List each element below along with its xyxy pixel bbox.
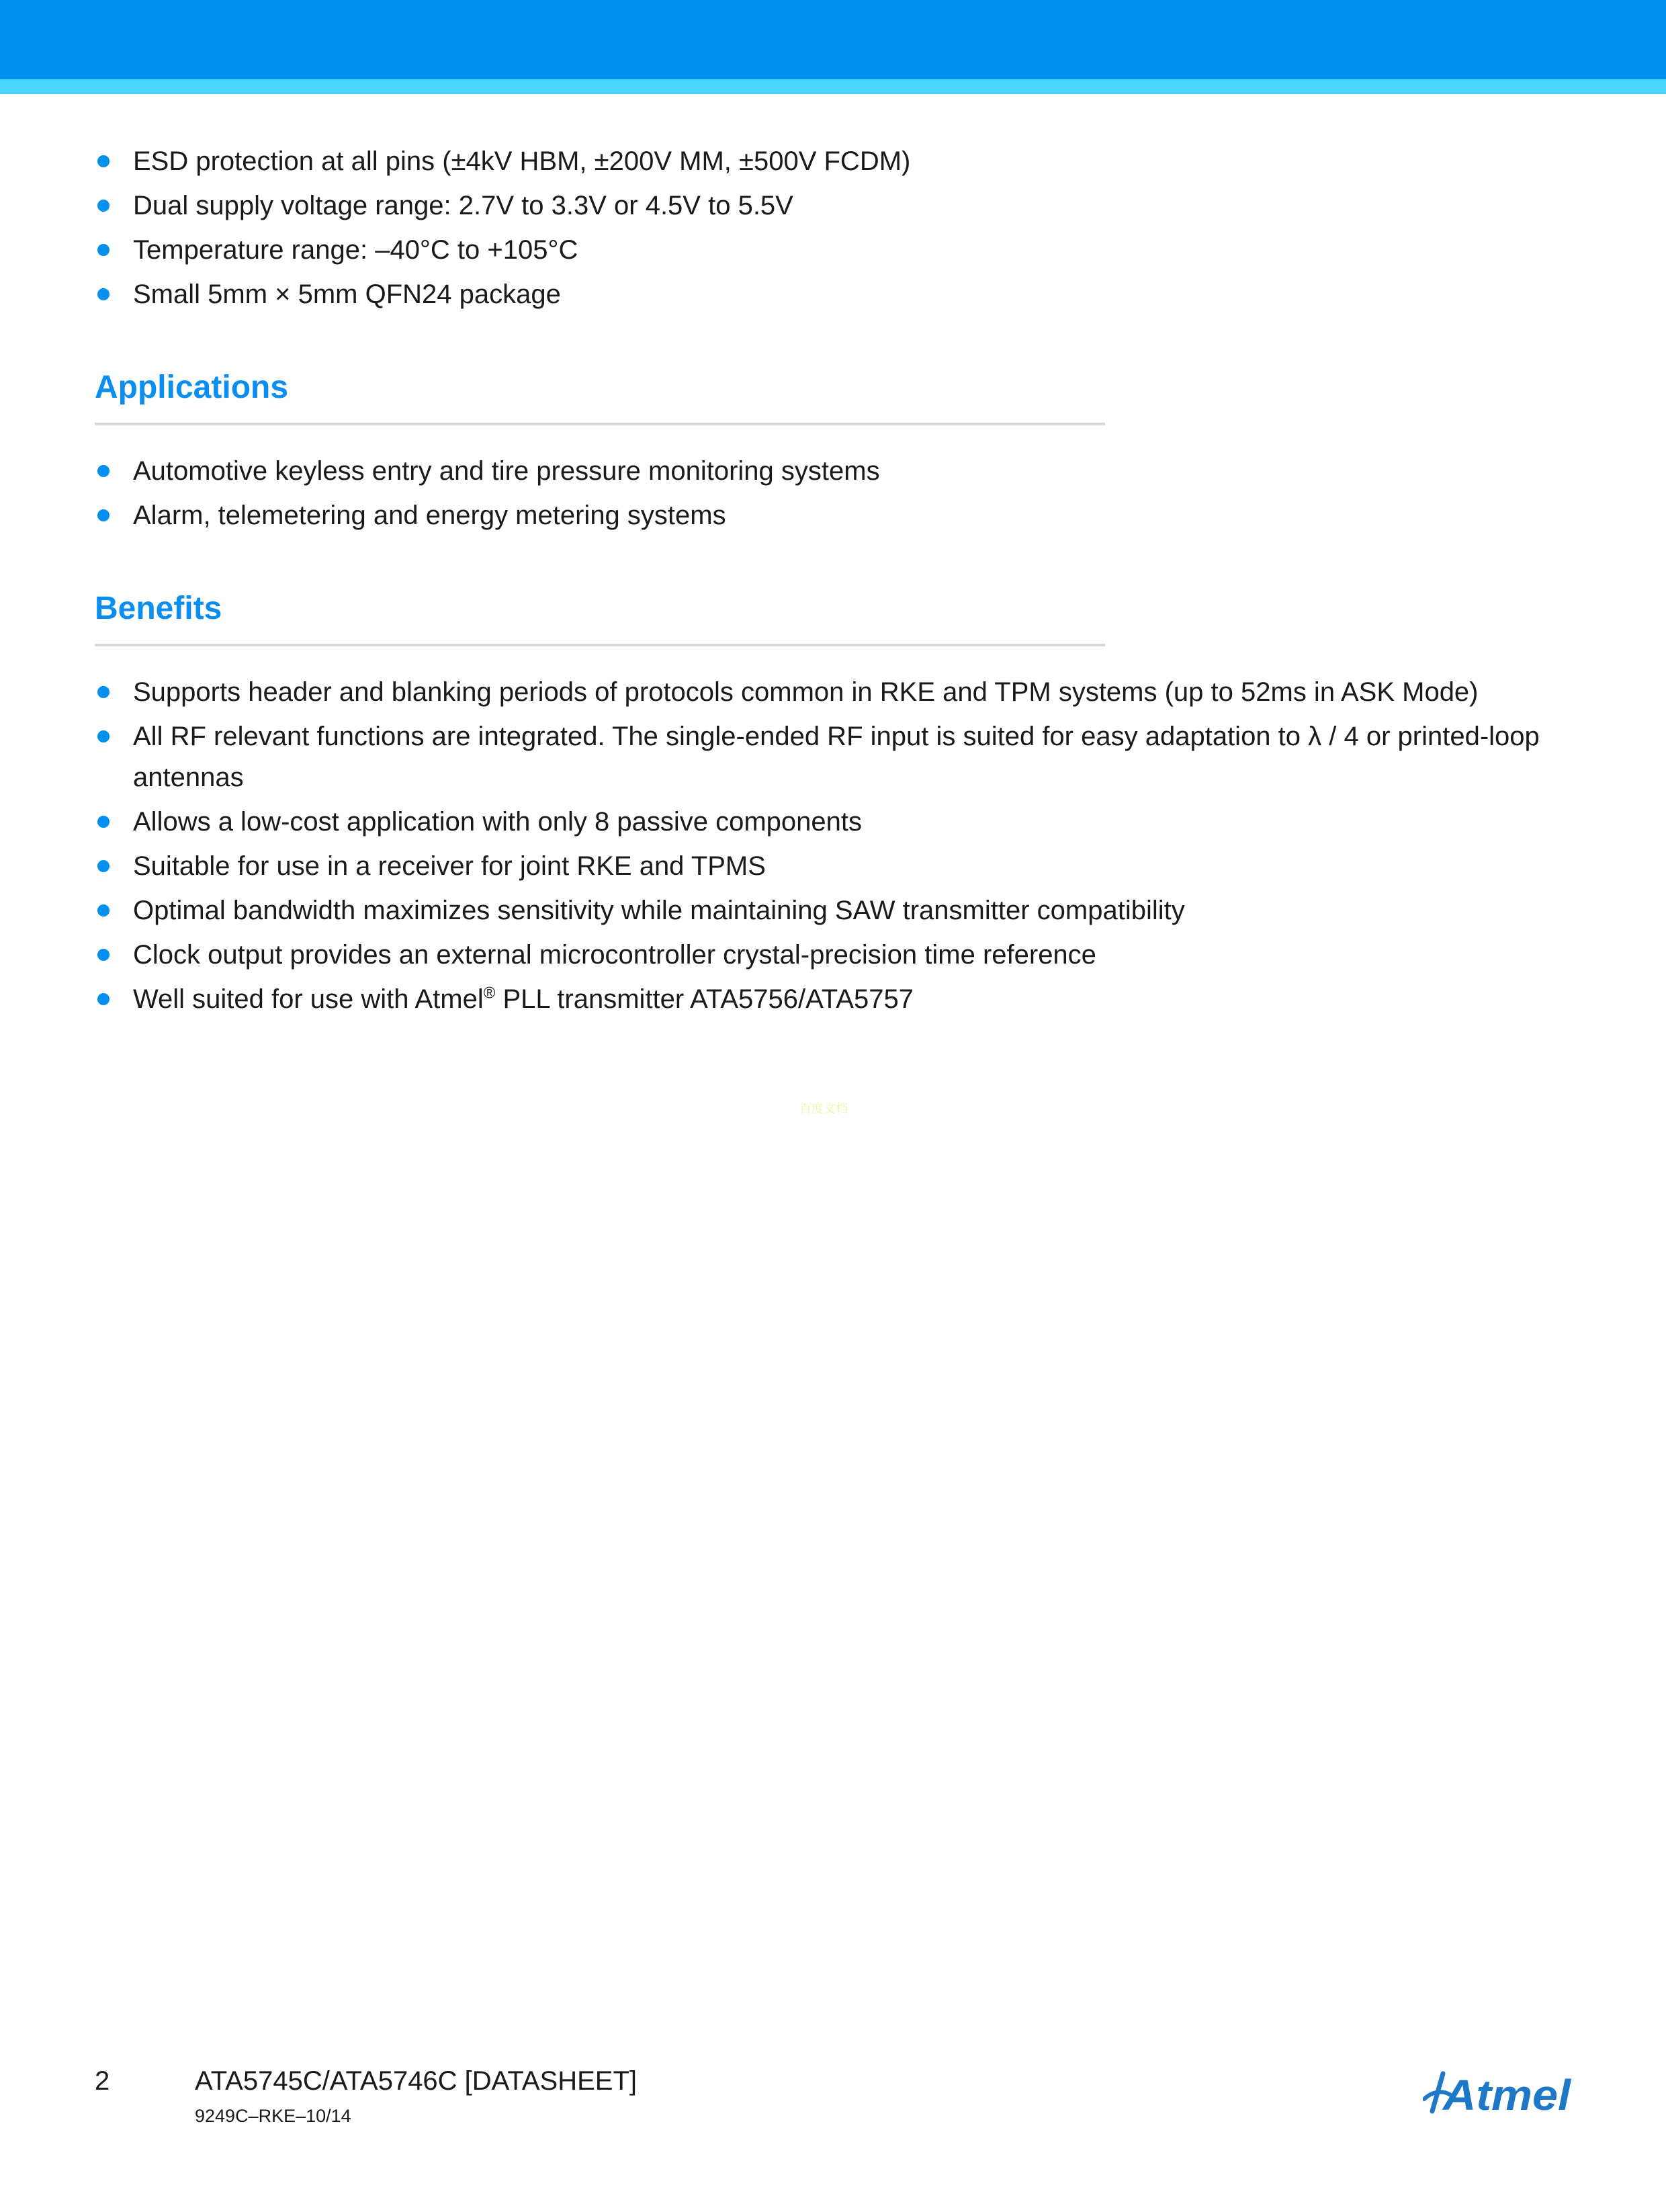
registered-mark: ® (483, 984, 496, 1003)
section-heading-applications: Applications (95, 370, 289, 405)
bullet-icon (97, 465, 109, 477)
bullet-icon (97, 288, 109, 300)
page-number: 2 (95, 2066, 110, 2096)
list-item: Dual supply voltage range: 2.7V to 3.3V or 4.5V to 5.5V (95, 185, 1573, 226)
bullet-icon (97, 155, 109, 167)
bullet-icon (97, 949, 109, 961)
bullet-icon (97, 730, 109, 742)
logo-wordmark: Atmel (1441, 2071, 1572, 2118)
list-item: Supports header and blanking periods of protocols common in RKE and TPM systems (up to 52ms in ASK Mode) (95, 672, 1573, 713)
list-item: Allows a low-cost application with only 8 passive components (95, 802, 1573, 843)
list-item: All RF relevant functions are integrated. The single-ended RF input is suited for easy adaptation to λ / 4 or printed-loop antennas (95, 716, 1573, 798)
page-content (95, 141, 1573, 1023)
list-item: Suitable for use in a receiver for joint RKE and TPMS (95, 846, 1573, 887)
applications-list (95, 451, 1573, 536)
footer-doc-number: 9249C–RKE–10/14 (195, 2106, 351, 2126)
bullet-icon (97, 686, 109, 698)
benefits-section (95, 589, 1573, 1020)
bullet-icon (97, 993, 109, 1005)
bullet-icon (97, 200, 109, 212)
atmel-logo (1423, 2070, 1572, 2118)
list-item: Alarm, telemetering and energy metering systems (95, 495, 1573, 536)
bullet-icon (97, 816, 109, 828)
list-item: Optimal bandwidth maximizes sensitivity while maintaining SAW transmitter compatibility (95, 890, 1573, 931)
bullet-icon (97, 860, 109, 872)
header-stripe (0, 79, 1666, 94)
header-bar (0, 0, 1666, 79)
list-item: ESD protection at all pins (±4kV HBM, ±200V MM, ±500V FCDM) (95, 141, 1573, 182)
bullet-icon (97, 509, 109, 521)
bullet-icon (97, 244, 109, 256)
benefits-list (95, 672, 1573, 1020)
section-divider (95, 423, 1105, 425)
list-item: Well suited for use with Atmel® PLL transmitter ATA5756/ATA5757 (95, 979, 1573, 1020)
bullet-icon (97, 904, 109, 917)
watermark: 百度文档 (799, 1102, 848, 1115)
applications-section (95, 368, 1573, 536)
section-heading-benefits: Benefits (95, 591, 222, 626)
list-item: Automotive keyless entry and tire pressure monitoring systems (95, 451, 1573, 492)
list-item: Small 5mm × 5mm QFN24 package (95, 274, 1573, 315)
footer-title: ATA5745C/ATA5746C [DATASHEET] (195, 2066, 638, 2096)
list-item: Clock output provides an external microcontroller crystal-precision time reference (95, 935, 1573, 976)
section-divider (95, 644, 1105, 646)
features-list (95, 141, 1573, 315)
list-item: Temperature range: –40°C to +105°C (95, 230, 1573, 271)
